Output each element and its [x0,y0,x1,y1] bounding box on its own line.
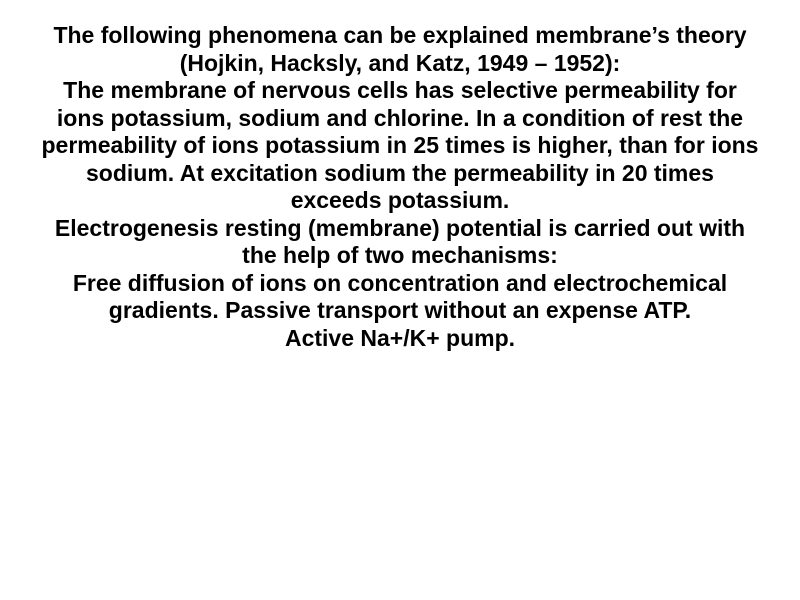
slide-text-body [40,22,760,352]
permeability-paragraph: The membrane of nervous cells has selective permeability for ions potassium, sodium and chlorine. In a condition of rest the permeability of ions potassium in 25 times is higher, than for ions sodium. At excitation sodium the permeability in 20 times exceeds potassium. [41,77,759,213]
electrogenesis-paragraph: Electrogenesis resting (membrane) potential is carried out with the help of two mechanisms: [54,214,746,268]
intro-paragraph: The following phenomena can be explained membrane’s theory (Hojkin, Hacksly, and Katz, 1949 – 1952): [53,22,747,76]
pump-paragraph: Active Na+/K+ pump. [284,324,516,351]
diffusion-paragraph: Free diffusion of ions on concentration and electrochemical gradients. Passive transport without an expense ATP. [72,269,728,323]
